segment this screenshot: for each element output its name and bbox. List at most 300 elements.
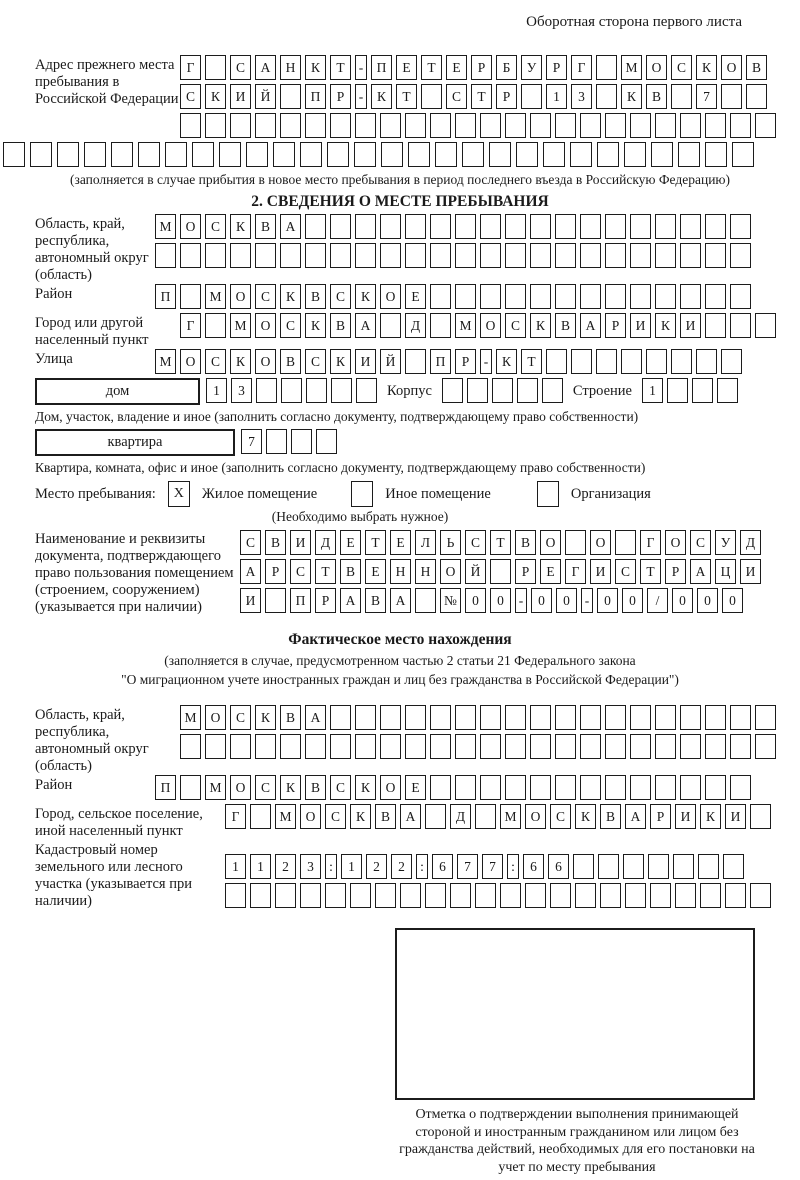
char-cell[interactable] xyxy=(430,734,451,759)
char-cell[interactable] xyxy=(530,775,551,800)
char-cell[interactable]: В xyxy=(280,705,301,730)
char-cell[interactable]: Е xyxy=(365,559,386,584)
char-cell[interactable] xyxy=(723,854,744,879)
char-cell[interactable] xyxy=(316,429,337,454)
char-cell[interactable]: С xyxy=(255,284,276,309)
char-cell[interactable] xyxy=(605,734,626,759)
char-cell[interactable] xyxy=(138,142,160,167)
char-cell[interactable]: Л xyxy=(415,530,436,555)
char-cell[interactable]: К xyxy=(230,349,251,374)
char-cell[interactable] xyxy=(730,214,751,239)
char-cell[interactable]: : xyxy=(416,854,428,879)
char-cell[interactable] xyxy=(550,883,571,908)
char-cell[interactable]: И xyxy=(630,313,651,338)
char-cell[interactable] xyxy=(692,378,713,403)
char-cell[interactable]: 6 xyxy=(548,854,569,879)
char-cell[interactable] xyxy=(630,214,651,239)
char-cell[interactable]: Г xyxy=(225,804,246,829)
char-cell[interactable]: Е xyxy=(405,775,426,800)
char-cell[interactable]: К xyxy=(350,804,371,829)
char-cell[interactable] xyxy=(355,705,376,730)
char-cell[interactable] xyxy=(597,142,619,167)
char-cell[interactable]: С xyxy=(280,313,301,338)
char-cell[interactable] xyxy=(725,883,746,908)
char-cell[interactable] xyxy=(400,883,421,908)
char-cell[interactable]: К xyxy=(621,84,642,109)
char-cell[interactable]: М xyxy=(275,804,296,829)
char-cell[interactable] xyxy=(205,55,226,80)
char-cell[interactable]: 3 xyxy=(300,854,321,879)
char-cell[interactable] xyxy=(467,378,488,403)
char-cell[interactable]: О xyxy=(525,804,546,829)
char-cell[interactable] xyxy=(543,142,565,167)
char-cell[interactable] xyxy=(331,378,352,403)
char-cell[interactable] xyxy=(755,734,776,759)
char-cell[interactable] xyxy=(250,883,271,908)
char-cell[interactable]: Р xyxy=(546,55,567,80)
char-cell[interactable] xyxy=(721,349,742,374)
char-cell[interactable] xyxy=(380,313,401,338)
char-cell[interactable] xyxy=(205,734,226,759)
char-cell[interactable] xyxy=(305,113,326,138)
char-cell[interactable]: Д xyxy=(450,804,471,829)
char-cell[interactable]: 7 xyxy=(241,429,262,454)
char-cell[interactable] xyxy=(630,243,651,268)
char-cell[interactable]: А xyxy=(625,804,646,829)
char-cell[interactable]: О xyxy=(255,313,276,338)
char-cell[interactable] xyxy=(354,142,376,167)
char-cell[interactable] xyxy=(219,142,241,167)
char-cell[interactable] xyxy=(605,243,626,268)
char-cell[interactable] xyxy=(750,804,771,829)
char-cell[interactable]: Р xyxy=(665,559,686,584)
char-cell[interactable]: Т xyxy=(471,84,492,109)
char-cell[interactable]: М xyxy=(205,775,226,800)
char-cell[interactable] xyxy=(580,775,601,800)
char-cell[interactable]: Е xyxy=(446,55,467,80)
char-cell[interactable]: О xyxy=(300,804,321,829)
char-cell[interactable]: О xyxy=(380,775,401,800)
char-cell[interactable]: И xyxy=(675,804,696,829)
char-cell[interactable] xyxy=(705,775,726,800)
char-cell[interactable] xyxy=(505,705,526,730)
char-cell[interactable]: Р xyxy=(455,349,476,374)
char-cell[interactable]: 1 xyxy=(341,854,362,879)
char-cell[interactable] xyxy=(500,883,521,908)
char-cell[interactable] xyxy=(746,84,767,109)
char-cell[interactable]: 2 xyxy=(366,854,387,879)
char-cell[interactable] xyxy=(405,214,426,239)
char-cell[interactable] xyxy=(230,734,251,759)
char-cell[interactable]: К xyxy=(700,804,721,829)
char-cell[interactable]: 2 xyxy=(391,854,412,879)
char-cell[interactable] xyxy=(266,429,287,454)
char-cell[interactable] xyxy=(230,243,251,268)
char-cell[interactable] xyxy=(275,883,296,908)
char-cell[interactable]: С xyxy=(325,804,346,829)
char-cell[interactable]: С xyxy=(671,55,692,80)
char-cell[interactable] xyxy=(246,142,268,167)
char-cell[interactable] xyxy=(327,142,349,167)
char-cell[interactable]: Н xyxy=(390,559,411,584)
char-cell[interactable] xyxy=(255,734,276,759)
char-cell[interactable] xyxy=(480,243,501,268)
char-cell[interactable] xyxy=(673,854,694,879)
char-cell[interactable] xyxy=(305,243,326,268)
char-cell[interactable]: О xyxy=(590,530,611,555)
char-cell[interactable]: Е xyxy=(396,55,417,80)
char-cell[interactable] xyxy=(380,243,401,268)
char-cell[interactable] xyxy=(350,883,371,908)
char-cell[interactable] xyxy=(205,243,226,268)
char-cell[interactable]: К xyxy=(280,284,301,309)
char-cell[interactable]: К xyxy=(280,775,301,800)
char-cell[interactable]: К xyxy=(230,214,251,239)
char-cell[interactable] xyxy=(730,734,751,759)
char-cell[interactable] xyxy=(430,705,451,730)
char-cell[interactable] xyxy=(630,284,651,309)
char-cell[interactable]: 0 xyxy=(622,588,643,613)
char-cell[interactable] xyxy=(306,378,327,403)
char-cell[interactable] xyxy=(667,378,688,403)
char-cell[interactable] xyxy=(580,734,601,759)
char-cell[interactable] xyxy=(580,284,601,309)
char-cell[interactable]: А xyxy=(355,313,376,338)
char-cell[interactable] xyxy=(655,113,676,138)
char-cell[interactable] xyxy=(180,734,201,759)
char-cell[interactable] xyxy=(480,284,501,309)
char-cell[interactable] xyxy=(755,705,776,730)
char-cell[interactable] xyxy=(475,804,496,829)
char-cell[interactable] xyxy=(705,113,726,138)
char-cell[interactable] xyxy=(680,775,701,800)
char-cell[interactable]: О xyxy=(380,284,401,309)
char-cell[interactable]: И xyxy=(290,530,311,555)
char-cell[interactable]: Н xyxy=(280,55,301,80)
char-cell[interactable]: 0 xyxy=(597,588,618,613)
char-cell[interactable] xyxy=(408,142,430,167)
char-cell[interactable] xyxy=(405,243,426,268)
char-cell[interactable] xyxy=(621,349,642,374)
char-cell[interactable] xyxy=(680,113,701,138)
char-cell[interactable] xyxy=(630,775,651,800)
char-cell[interactable] xyxy=(265,588,286,613)
char-cell[interactable]: К xyxy=(355,284,376,309)
char-cell[interactable]: И xyxy=(680,313,701,338)
char-cell[interactable] xyxy=(405,349,426,374)
char-cell[interactable]: О xyxy=(180,214,201,239)
char-cell[interactable] xyxy=(730,705,751,730)
char-cell[interactable] xyxy=(480,775,501,800)
char-cell[interactable] xyxy=(435,142,457,167)
char-cell[interactable]: Т xyxy=(330,55,351,80)
char-cell[interactable]: О xyxy=(205,705,226,730)
char-cell[interactable]: Т xyxy=(640,559,661,584)
char-cell[interactable] xyxy=(205,313,226,338)
char-cell[interactable]: В xyxy=(515,530,536,555)
char-cell[interactable]: О xyxy=(721,55,742,80)
char-cell[interactable] xyxy=(455,243,476,268)
char-cell[interactable] xyxy=(155,243,176,268)
char-cell[interactable] xyxy=(273,142,295,167)
char-cell[interactable] xyxy=(530,113,551,138)
char-cell[interactable] xyxy=(730,313,751,338)
char-cell[interactable] xyxy=(475,883,496,908)
char-cell[interactable]: С xyxy=(230,705,251,730)
char-cell[interactable] xyxy=(380,705,401,730)
char-cell[interactable]: - xyxy=(355,84,367,109)
char-cell[interactable]: В xyxy=(746,55,767,80)
char-cell[interactable]: 0 xyxy=(490,588,511,613)
char-cell[interactable]: И xyxy=(230,84,251,109)
char-cell[interactable]: В xyxy=(646,84,667,109)
char-cell[interactable] xyxy=(380,214,401,239)
char-cell[interactable]: 3 xyxy=(571,84,592,109)
char-cell[interactable]: О xyxy=(230,284,251,309)
char-cell[interactable]: 0 xyxy=(531,588,552,613)
char-cell[interactable] xyxy=(300,142,322,167)
char-cell[interactable] xyxy=(655,243,676,268)
char-cell[interactable] xyxy=(165,142,187,167)
char-cell[interactable] xyxy=(732,142,754,167)
char-cell[interactable] xyxy=(355,243,376,268)
char-cell[interactable] xyxy=(405,705,426,730)
char-cell[interactable] xyxy=(84,142,106,167)
char-cell[interactable]: Е xyxy=(340,530,361,555)
char-cell[interactable]: 1 xyxy=(642,378,663,403)
char-cell[interactable]: Е xyxy=(540,559,561,584)
char-cell[interactable] xyxy=(655,775,676,800)
char-cell[interactable]: Д xyxy=(740,530,761,555)
char-cell[interactable] xyxy=(505,214,526,239)
char-cell[interactable]: К xyxy=(355,775,376,800)
char-cell[interactable] xyxy=(405,113,426,138)
char-cell[interactable] xyxy=(605,214,626,239)
char-cell[interactable]: К xyxy=(205,84,226,109)
char-cell[interactable] xyxy=(356,378,377,403)
char-cell[interactable] xyxy=(525,883,546,908)
char-cell[interactable]: С xyxy=(230,55,251,80)
char-cell[interactable] xyxy=(624,142,646,167)
char-cell[interactable] xyxy=(571,349,592,374)
char-cell[interactable] xyxy=(425,804,446,829)
char-cell[interactable]: Г xyxy=(180,313,201,338)
char-cell[interactable] xyxy=(355,113,376,138)
char-cell[interactable] xyxy=(505,775,526,800)
char-cell[interactable]: О xyxy=(665,530,686,555)
char-cell[interactable] xyxy=(755,113,776,138)
char-cell[interactable]: К xyxy=(575,804,596,829)
char-cell[interactable] xyxy=(425,883,446,908)
char-cell[interactable]: И xyxy=(725,804,746,829)
char-cell[interactable] xyxy=(480,705,501,730)
char-cell[interactable] xyxy=(675,883,696,908)
char-cell[interactable] xyxy=(680,243,701,268)
char-cell[interactable]: Г xyxy=(565,559,586,584)
char-cell[interactable]: А xyxy=(280,214,301,239)
char-cell[interactable]: С xyxy=(446,84,467,109)
char-cell[interactable]: У xyxy=(715,530,736,555)
char-cell[interactable] xyxy=(651,142,673,167)
char-cell[interactable] xyxy=(530,243,551,268)
char-cell[interactable] xyxy=(705,243,726,268)
char-cell[interactable] xyxy=(555,214,576,239)
char-cell[interactable]: 3 xyxy=(231,378,252,403)
char-cell[interactable] xyxy=(489,142,511,167)
char-cell[interactable] xyxy=(291,429,312,454)
char-cell[interactable]: О xyxy=(440,559,461,584)
char-cell[interactable]: О xyxy=(230,775,251,800)
char-cell[interactable] xyxy=(330,214,351,239)
char-cell[interactable] xyxy=(57,142,79,167)
char-cell[interactable] xyxy=(630,113,651,138)
char-cell[interactable]: Д xyxy=(315,530,336,555)
char-cell[interactable] xyxy=(380,113,401,138)
char-cell[interactable] xyxy=(530,734,551,759)
char-cell[interactable]: 0 xyxy=(556,588,577,613)
char-cell[interactable]: В xyxy=(255,214,276,239)
char-cell[interactable] xyxy=(717,378,738,403)
char-cell[interactable] xyxy=(623,854,644,879)
char-cell[interactable]: Й xyxy=(380,349,401,374)
char-cell[interactable] xyxy=(180,243,201,268)
char-cell[interactable]: К xyxy=(255,705,276,730)
char-cell[interactable]: К xyxy=(496,349,517,374)
char-cell[interactable]: Р xyxy=(515,559,536,584)
char-cell[interactable] xyxy=(455,113,476,138)
char-cell[interactable] xyxy=(680,214,701,239)
char-cell[interactable] xyxy=(380,734,401,759)
char-cell[interactable] xyxy=(430,775,451,800)
char-cell[interactable] xyxy=(605,775,626,800)
char-cell[interactable] xyxy=(730,775,751,800)
char-cell[interactable]: Т xyxy=(490,530,511,555)
char-cell[interactable] xyxy=(430,284,451,309)
char-cell[interactable] xyxy=(250,804,271,829)
char-cell[interactable] xyxy=(655,214,676,239)
char-cell[interactable] xyxy=(450,883,471,908)
char-cell[interactable]: Б xyxy=(496,55,517,80)
char-cell[interactable]: 1 xyxy=(546,84,567,109)
char-cell[interactable] xyxy=(605,705,626,730)
char-cell[interactable] xyxy=(255,243,276,268)
char-cell[interactable] xyxy=(300,883,321,908)
char-cell[interactable] xyxy=(430,313,451,338)
char-cell[interactable] xyxy=(555,734,576,759)
char-cell[interactable] xyxy=(570,142,592,167)
char-cell[interactable]: У xyxy=(521,55,542,80)
char-cell[interactable]: П xyxy=(155,284,176,309)
stay-type-checkbox-other-premises[interactable] xyxy=(351,481,373,507)
char-cell[interactable]: Т xyxy=(421,55,442,80)
char-cell[interactable]: 7 xyxy=(696,84,717,109)
char-cell[interactable] xyxy=(680,284,701,309)
char-cell[interactable]: 7 xyxy=(482,854,503,879)
char-cell[interactable]: С xyxy=(180,84,201,109)
char-cell[interactable]: Ц xyxy=(715,559,736,584)
char-cell[interactable] xyxy=(375,883,396,908)
char-cell[interactable]: С xyxy=(330,775,351,800)
char-cell[interactable]: Т xyxy=(365,530,386,555)
char-cell[interactable] xyxy=(180,284,201,309)
char-cell[interactable] xyxy=(555,705,576,730)
char-cell[interactable] xyxy=(680,734,701,759)
char-cell[interactable]: С xyxy=(290,559,311,584)
char-cell[interactable] xyxy=(530,214,551,239)
char-cell[interactable] xyxy=(580,705,601,730)
char-cell[interactable]: К xyxy=(305,313,326,338)
char-cell[interactable] xyxy=(546,349,567,374)
char-cell[interactable] xyxy=(480,113,501,138)
char-cell[interactable] xyxy=(671,84,692,109)
char-cell[interactable] xyxy=(596,349,617,374)
char-cell[interactable]: Н xyxy=(415,559,436,584)
char-cell[interactable]: О xyxy=(646,55,667,80)
char-cell[interactable] xyxy=(530,705,551,730)
char-cell[interactable]: И xyxy=(590,559,611,584)
char-cell[interactable] xyxy=(580,243,601,268)
char-cell[interactable] xyxy=(490,559,511,584)
char-cell[interactable] xyxy=(700,883,721,908)
char-cell[interactable]: П xyxy=(371,55,392,80)
char-cell[interactable]: А xyxy=(340,588,361,613)
char-cell[interactable] xyxy=(280,243,301,268)
char-cell[interactable] xyxy=(430,243,451,268)
char-cell[interactable]: В xyxy=(280,349,301,374)
char-cell[interactable]: О xyxy=(180,349,201,374)
char-cell[interactable]: 2 xyxy=(275,854,296,879)
char-cell[interactable] xyxy=(705,313,726,338)
char-cell[interactable]: А xyxy=(305,705,326,730)
char-cell[interactable] xyxy=(730,284,751,309)
char-cell[interactable] xyxy=(462,142,484,167)
char-cell[interactable] xyxy=(256,378,277,403)
char-cell[interactable]: В xyxy=(600,804,621,829)
char-cell[interactable]: Г xyxy=(180,55,201,80)
char-cell[interactable] xyxy=(330,113,351,138)
char-cell[interactable]: - xyxy=(515,588,527,613)
char-cell[interactable] xyxy=(505,113,526,138)
char-cell[interactable] xyxy=(405,734,426,759)
char-cell[interactable] xyxy=(415,588,436,613)
char-cell[interactable] xyxy=(615,530,636,555)
char-cell[interactable] xyxy=(646,349,667,374)
char-cell[interactable] xyxy=(650,883,671,908)
char-cell[interactable]: - xyxy=(355,55,367,80)
char-cell[interactable]: Р xyxy=(265,559,286,584)
char-cell[interactable]: А xyxy=(255,55,276,80)
char-cell[interactable]: М xyxy=(455,313,476,338)
char-cell[interactable]: 1 xyxy=(225,854,246,879)
char-cell[interactable] xyxy=(180,113,201,138)
char-cell[interactable] xyxy=(755,313,776,338)
char-cell[interactable]: М xyxy=(230,313,251,338)
char-cell[interactable]: С xyxy=(465,530,486,555)
char-cell[interactable] xyxy=(492,378,513,403)
char-cell[interactable]: Р xyxy=(650,804,671,829)
char-cell[interactable] xyxy=(480,734,501,759)
char-cell[interactable] xyxy=(455,734,476,759)
stay-type-checkbox-organization[interactable] xyxy=(537,481,559,507)
char-cell[interactable]: - xyxy=(480,349,492,374)
char-cell[interactable] xyxy=(325,883,346,908)
char-cell[interactable]: В xyxy=(305,775,326,800)
char-cell[interactable]: 0 xyxy=(697,588,718,613)
char-cell[interactable]: И xyxy=(740,559,761,584)
char-cell[interactable] xyxy=(605,284,626,309)
char-cell[interactable]: М xyxy=(205,284,226,309)
char-cell[interactable]: Р xyxy=(605,313,626,338)
